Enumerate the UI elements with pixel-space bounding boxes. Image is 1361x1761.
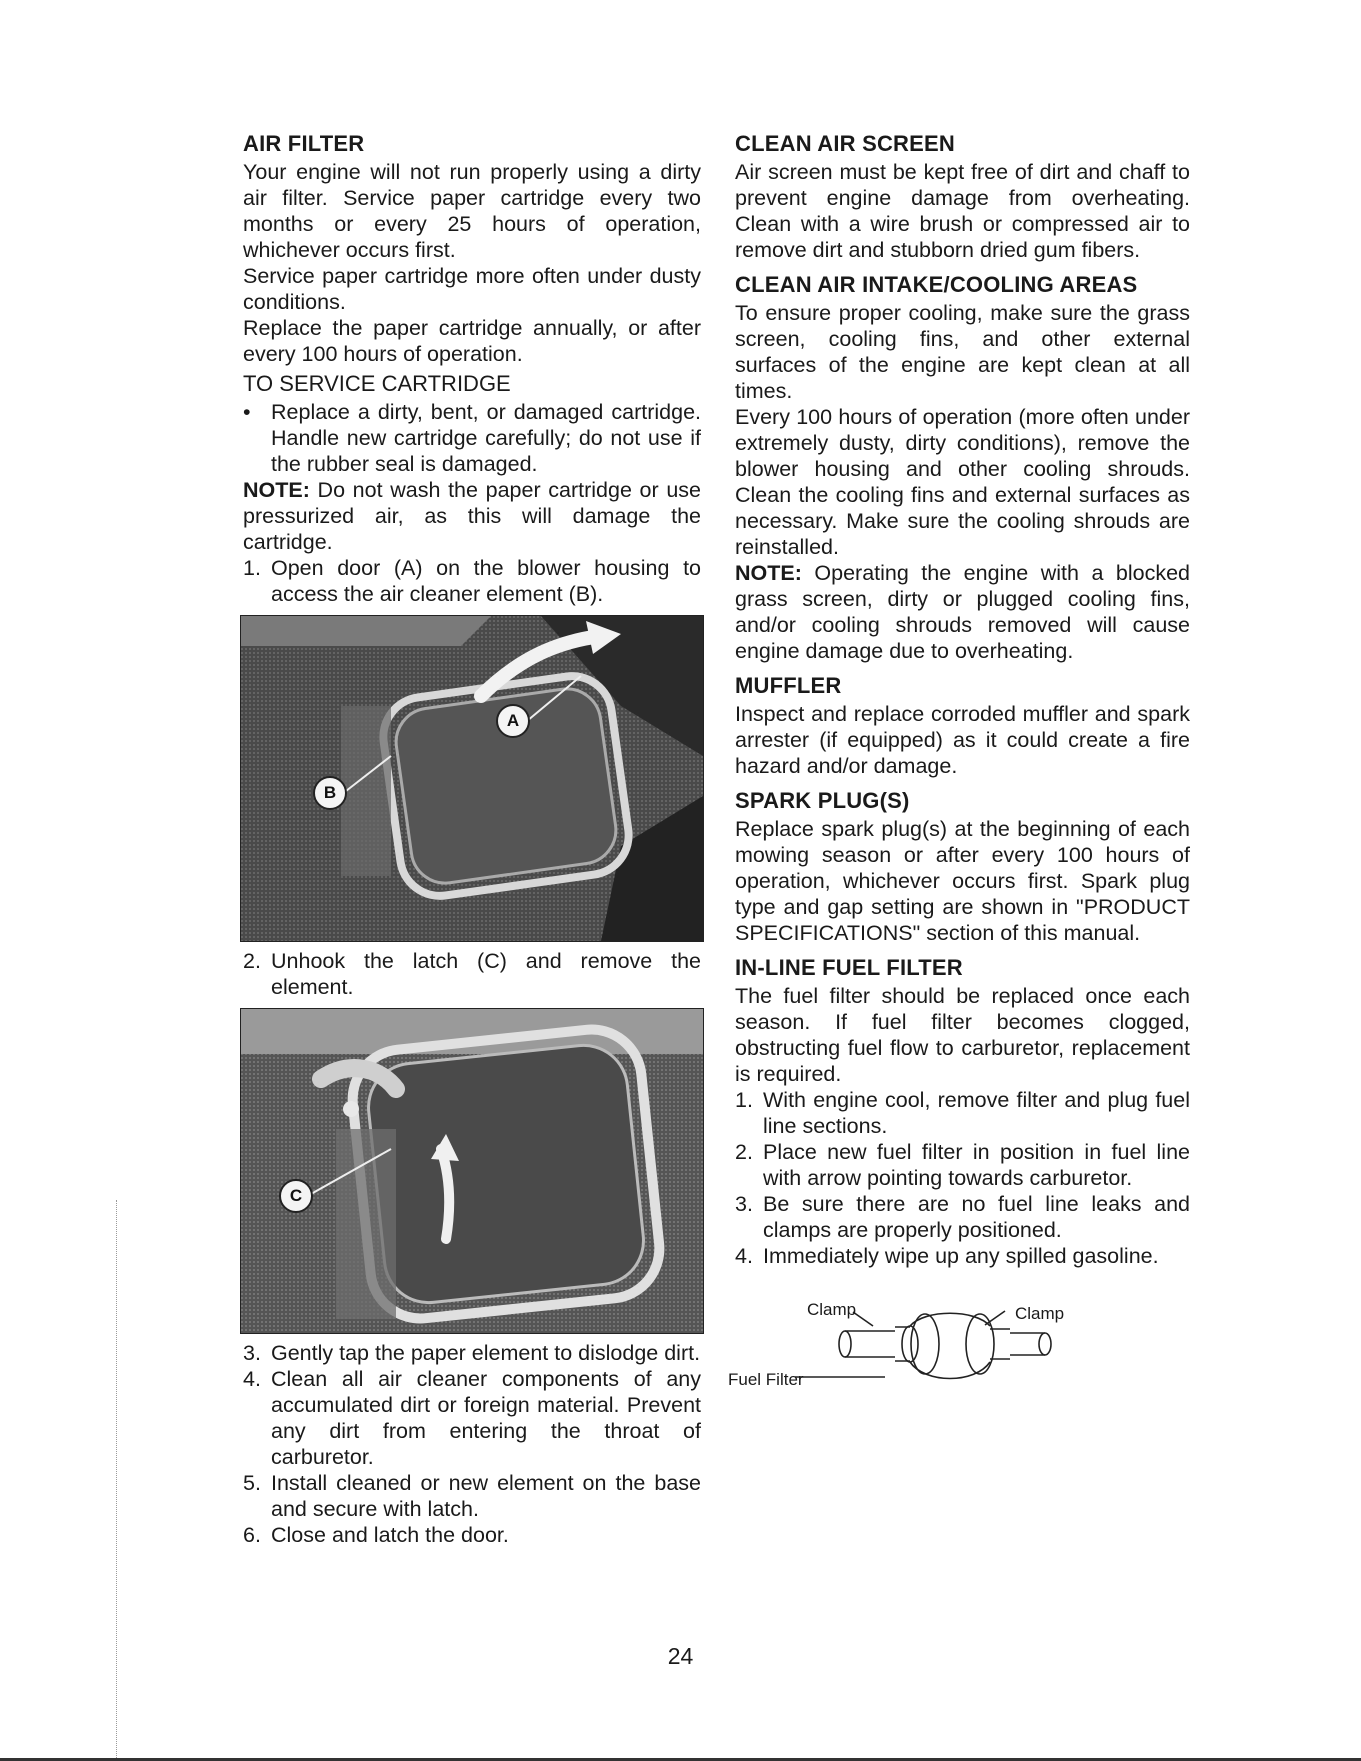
latch-removal-photo bbox=[240, 1008, 704, 1334]
service-bullet-list bbox=[243, 399, 701, 477]
fuel-filter-steps bbox=[735, 1087, 1190, 1269]
air-filter-para-1: Your engine will not run properly using a dirty air filter. Service paper cartridge every two months or every 25 hours of operation, whichever occurs first. bbox=[243, 160, 701, 262]
step-number: 1. bbox=[735, 1088, 753, 1112]
list-item bbox=[243, 555, 701, 607]
fuel-filter-para: The fuel filter should be replaced once each season. If fuel filter becomes clogged, obstructing fuel flow to carburetor, replacement is required. bbox=[735, 984, 1190, 1086]
bullet-marker: • bbox=[243, 400, 251, 424]
clamp-left-label: Clamp bbox=[807, 1300, 857, 1319]
steps-list-3 bbox=[243, 1340, 701, 1548]
fuel-filter-drawing bbox=[735, 1289, 1190, 1429]
fuel-filter-heading: IN-LINE FUEL FILTER bbox=[735, 955, 963, 980]
cartridge-note bbox=[243, 477, 701, 555]
intake-cooling-heading: CLEAN AIR INTAKE/COOLING AREAS bbox=[735, 272, 1138, 297]
step-text: Immediately wipe up any spilled gasoline. bbox=[763, 1244, 1159, 1268]
scan-edge-dots bbox=[116, 1200, 118, 1760]
clean-air-screen-para: Air screen must be kept free of dirt and chaff to prevent engine damage from overheating. Clean with a wire brush or compressed air to remove dirt and stubborn dried gum fibers. bbox=[735, 160, 1190, 262]
air-cleaner-door-photo bbox=[240, 615, 704, 942]
muffler-para: Inspect and replace corroded muffler and spark arrester (if equipped) as it could create a fire hazard and/or damage. bbox=[735, 702, 1190, 778]
service-cartridge-heading: TO SERVICE CARTRIDGE bbox=[243, 371, 511, 396]
step-text: Close and latch the door. bbox=[271, 1523, 509, 1547]
intake-cooling-para-2: Every 100 hours of operation (more often under extremely dusty, dirty conditions), remove the blower housing and other cooling shrouds. Clean the cooling fins and external surfaces as necessary. Make sure the cooling shrouds are reinstalled. bbox=[735, 405, 1190, 559]
air-filter-para-2: Service paper cartridge more often under dusty conditions. bbox=[243, 264, 701, 314]
step-text: Install cleaned or new element on the base and secure with latch. bbox=[271, 1471, 701, 1521]
step-text: Be sure there are no fuel line leaks and clamps are properly positioned. bbox=[763, 1192, 1190, 1242]
list-item bbox=[243, 1366, 701, 1470]
steps-list-1 bbox=[243, 555, 701, 607]
step-number: 1. bbox=[243, 556, 261, 580]
list-item bbox=[243, 1470, 701, 1522]
step-number: 2. bbox=[735, 1140, 753, 1164]
clamp-right-label: Clamp bbox=[1015, 1304, 1065, 1323]
list-item bbox=[735, 1243, 1190, 1269]
fuel-filter-diagram bbox=[728, 1289, 1190, 1429]
step-number: 4. bbox=[243, 1367, 261, 1391]
steps-list-2 bbox=[243, 948, 701, 1000]
note-label: NOTE: bbox=[735, 561, 802, 585]
air-filter-para-3: Replace the paper cartridge annually, or after every 100 hours of operation. bbox=[243, 316, 701, 366]
list-item bbox=[735, 1139, 1190, 1191]
callout-a: A bbox=[496, 704, 530, 738]
page-number: 24 bbox=[667, 1643, 694, 1669]
air-filter-heading: AIR FILTER bbox=[243, 131, 365, 156]
cooling-note bbox=[735, 560, 1190, 664]
step-text: Open door (A) on the blower housing to access the air cleaner element (B). bbox=[271, 556, 701, 606]
list-item bbox=[735, 1087, 1190, 1139]
list-item bbox=[243, 948, 701, 1000]
fuel-filter-label: Fuel Filter bbox=[728, 1370, 804, 1389]
bullet-text: Replace a dirty, bent, or damaged cartridge. Handle new cartridge carefully; do not use if the rubber seal is damaged. bbox=[271, 400, 701, 476]
note-label: NOTE: bbox=[243, 478, 310, 502]
list-item bbox=[243, 399, 701, 477]
muffler-heading: MUFFLER bbox=[735, 673, 842, 698]
note-text: Do not wash the paper cartridge or use pressurized air, as this will damage the cartridge. bbox=[243, 478, 701, 554]
right-column bbox=[728, 130, 1190, 1429]
left-column bbox=[243, 130, 701, 1548]
step-number: 2. bbox=[243, 949, 261, 973]
list-item bbox=[735, 1191, 1190, 1243]
note-text: Operating the engine with a blocked grass screen, dirty or plugged cooling fins, and/or cooling shrouds removed will cause engine damage due to overheating. bbox=[735, 561, 1190, 663]
callout-c: C bbox=[279, 1179, 313, 1213]
photo-illustration bbox=[241, 616, 703, 941]
step-number: 3. bbox=[243, 1341, 261, 1365]
spark-plugs-heading: SPARK PLUG(S) bbox=[735, 788, 910, 813]
photo-illustration bbox=[241, 1009, 703, 1333]
callout-b: B bbox=[313, 776, 347, 810]
list-item bbox=[243, 1522, 701, 1548]
step-text: With engine cool, remove filter and plug fuel line sections. bbox=[763, 1088, 1190, 1138]
step-text: Unhook the latch (C) and remove the element. bbox=[271, 949, 701, 999]
step-text: Clean all air cleaner components of any accumulated dirt or foreign material. Prevent any dirt from entering the throat of carburetor. bbox=[271, 1367, 701, 1469]
step-number: 3. bbox=[735, 1192, 753, 1216]
step-text: Gently tap the paper element to dislodge dirt. bbox=[271, 1341, 701, 1365]
clean-air-screen-heading: CLEAN AIR SCREEN bbox=[735, 131, 955, 156]
step-number: 4. bbox=[735, 1244, 753, 1268]
intake-cooling-para-1: To ensure proper cooling, make sure the grass screen, cooling fins, and other external surfaces of the engine are kept clean at all times. bbox=[735, 301, 1190, 403]
step-number: 5. bbox=[243, 1471, 261, 1495]
step-number: 6. bbox=[243, 1523, 261, 1547]
step-text: Place new fuel filter in position in fuel line with arrow pointing towards carburetor. bbox=[763, 1140, 1190, 1190]
list-item bbox=[243, 1340, 701, 1366]
spark-plugs-para: Replace spark plug(s) at the beginning of each mowing season or after every 100 hours of operation, whichever occurs first. Spark plug type and gap setting are shown in "PRODUCT SPECIFICATIONS" section of this manual. bbox=[735, 817, 1190, 945]
